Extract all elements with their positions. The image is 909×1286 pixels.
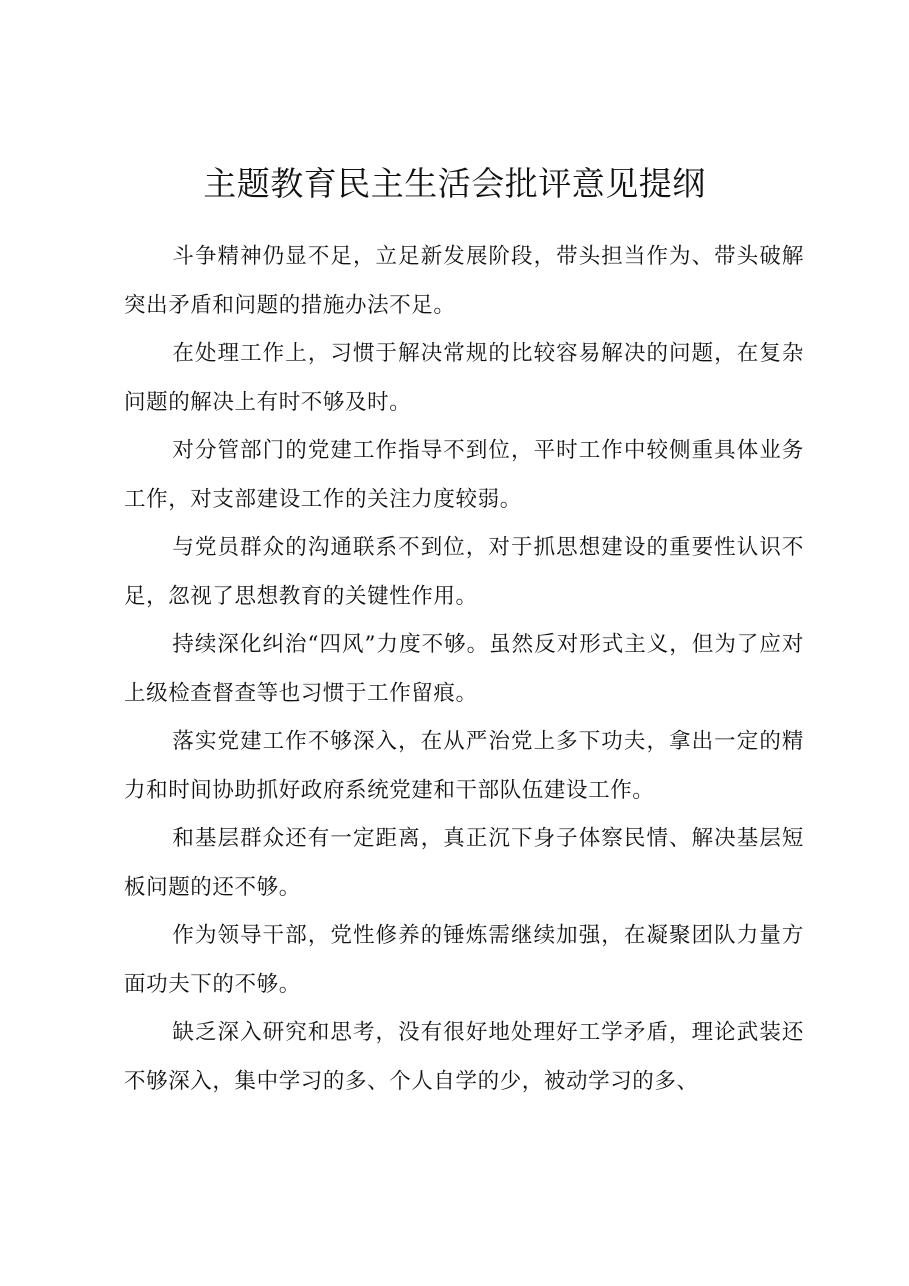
paragraph: 斗争精神仍显不足，立足新发展阶段，带头担当作为、带头破解突出矛盾和问题的措施办法不足。 bbox=[124, 244, 804, 318]
paragraph: 缺乏深入研究和思考，没有很好地处理好工学矛盾，理论武装还不够深入，集中学习的多、个人自学的少，被动学习的多、 bbox=[124, 1020, 804, 1094]
paragraph: 落实党建工作不够深入，在从严治党上多下功夫，拿出一定的精力和时间协助抓好政府系统党建和干部队伍建设工作。 bbox=[124, 729, 804, 803]
paragraph: 作为领导干部，党性修养的锤炼需继续加强，在凝聚团队力量方面功夫下的不够。 bbox=[124, 923, 804, 997]
paragraph: 持续深化纠治“四风”力度不够。虽然反对形式主义，但为了应对上级检查督查等也习惯于工作留痕。 bbox=[124, 632, 804, 706]
paragraph: 与党员群众的沟通联系不到位，对于抓思想建设的重要性认识不足，忽视了思想教育的关键性作用。 bbox=[124, 535, 804, 609]
paragraph: 和基层群众还有一定距离，真正沉下身子体察民情、解决基层短板问题的还不够。 bbox=[124, 826, 804, 900]
paragraph: 在处理工作上，习惯于解决常规的比较容易解决的问题，在复杂问题的解决上有时不够及时。 bbox=[124, 341, 804, 415]
document-title: 主题教育民主生活会批评意见提纲 bbox=[203, 164, 706, 203]
paragraph: 对分管部门的党建工作指导不到位，平时工作中较侧重具体业务工作，对支部建设工作的关注力度较弱。 bbox=[124, 438, 804, 512]
document-body bbox=[124, 233, 804, 1106]
